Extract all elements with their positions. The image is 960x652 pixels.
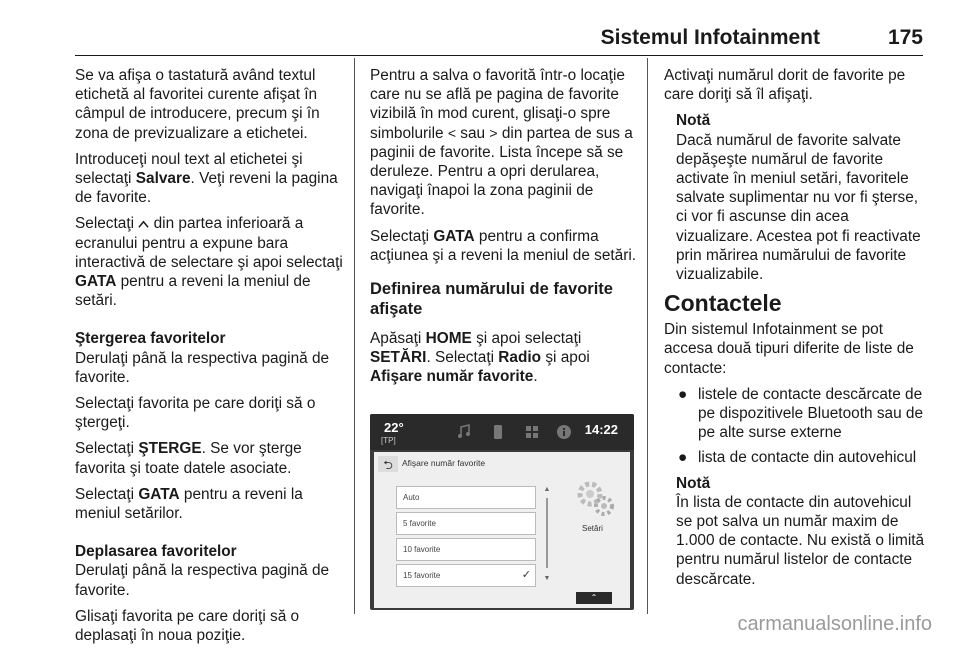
status-bar (370, 414, 634, 450)
bullet-list (664, 385, 930, 468)
back-button[interactable]: ⮌ (378, 456, 398, 472)
text: Apăsaţi (370, 330, 426, 348)
text: . (533, 368, 538, 386)
salvare-keyword: Salvare (135, 170, 191, 188)
paragraph: Din sistemul Infotainment se pot accesa două tipuri diferite de liste de contacte: (664, 321, 914, 377)
paragraph: Activaţi numărul dorit de favorite pe care doriţi să îl afişaţi. (664, 67, 906, 104)
text: . Selectaţi (426, 349, 499, 367)
paragraph (370, 66, 638, 220)
text: Selectaţi (75, 485, 139, 503)
gata-keyword: GATA (138, 485, 180, 503)
note-title: Notă (676, 474, 711, 492)
favorites-count-panel (374, 452, 630, 608)
paragraph: Selectaţi favorita pe care doriţi să o ştergeţi. (75, 395, 316, 432)
note-box (664, 474, 930, 589)
page-header (0, 0, 960, 58)
tp-indicator: [TP] (381, 436, 396, 445)
favorites-count-keyword: Afişare număr favorite (370, 368, 534, 386)
paragraph (75, 150, 345, 208)
text: din partea inferioară a ecranului pentru a expune bara interactivă de selectare şi apoi selectaţi (75, 215, 343, 271)
infotainment-screenshot (370, 414, 634, 610)
radio-keyword: Radio (498, 349, 542, 367)
note-box (664, 111, 930, 284)
paragraph (75, 485, 345, 523)
text: Selectaţi (75, 440, 139, 458)
paragraph: Derulaţi până la respectiva pagină de favorite. (75, 349, 330, 386)
home-keyword: HOME (425, 330, 472, 348)
list-item[interactable] (396, 512, 536, 535)
text: . Veţi reveni la pagina de favorite. (75, 170, 338, 207)
bullet-icon: ● (678, 385, 688, 403)
text: Selectaţi (75, 215, 139, 233)
column-3 (664, 66, 930, 595)
column-1 (75, 66, 345, 652)
phone-icon (490, 424, 506, 440)
paragraph (75, 214, 345, 310)
text: . Se vor şterge favorita şi toate datele asociate. (75, 440, 302, 477)
paragraph: Se va afişa o tastatură având textul etichetă al favoritei curente afişat în câmpul de introducere, precum şi în zona de previzualizare a etichetei. (75, 67, 320, 142)
options-list (396, 486, 536, 590)
info-circle-icon (556, 424, 572, 440)
scroll-up-arrow-icon[interactable]: ▲ (543, 486, 551, 493)
text: Introduceţi noul text al etichetei şi selectaţi (75, 150, 303, 188)
gear-icon[interactable] (574, 478, 616, 520)
music-note-icon (456, 424, 472, 440)
scrollbar[interactable] (542, 486, 552, 582)
header-title: Sistemul Infotainment (600, 26, 820, 49)
header-rule (75, 55, 923, 56)
setari-keyword: SETĂRI (370, 349, 427, 367)
checkmark-icon: ✓ (521, 569, 531, 581)
list-item[interactable] (396, 538, 536, 561)
text: Selectaţi (370, 227, 434, 245)
paragraph (75, 439, 345, 477)
list-item (664, 448, 930, 467)
list-item-label: 15 favorite (403, 571, 441, 580)
text: sau (456, 124, 490, 142)
section-heading: Definirea numărului de favorite afişate (370, 280, 613, 319)
column-2 (370, 66, 638, 394)
list-item (664, 385, 930, 443)
list-item-label: Auto (403, 493, 420, 502)
text: din partea de sus a paginii de favorite. Lista începe să se deruleze. Pentru a opri derularea, navigaţi înapoi la zona paginii de favorite. (370, 124, 633, 219)
paragraph: Glisaţi favorita pe care doriţi să o deplasaţi în noua poziţie. (75, 607, 300, 645)
temperature: 22° (384, 420, 404, 435)
text: pentru a reveni la meniul setărilor. (75, 485, 303, 523)
watermark: carmanualsonline.info (737, 613, 932, 635)
column-divider (354, 58, 355, 614)
bullet-text: lista de contacte din autovehicul (698, 449, 917, 467)
settings-label[interactable]: Setări (582, 524, 603, 533)
subheading-move: Deplasarea favoritelor (75, 543, 237, 561)
chevron-up-icon (138, 219, 149, 230)
chevron-left-icon: < (447, 124, 457, 141)
chevron-right-icon: > (489, 124, 498, 141)
column-divider (647, 58, 648, 614)
list-item-label: 5 favorite (403, 519, 436, 528)
page-number: 175 (887, 26, 923, 49)
gata-keyword: GATA (433, 227, 475, 245)
scroll-down-arrow-icon[interactable]: ▼ (543, 575, 551, 582)
text: Pentru a salva o favorită într-o locaţie care nu se află pe pagina de favorite vizibilă în mod curent, glisaţi-o spre simbolurile (370, 67, 625, 142)
note-text: Dacă numărul de favorite salvate depăşeşte numărul de favorite activate în meniul setări, favoritele salvate suplimentar nu vor fi şterse, ci vor fi ascunse din acea vizualizare. Acestea pot fi reactivate prin mărirea numărului de favorite vizualizabile. (676, 131, 921, 284)
text: şi apoi (541, 349, 590, 367)
paragraph (370, 329, 638, 387)
grid-icon (524, 424, 540, 440)
paragraph: Derulaţi până la respectiva pagină de favorite. (75, 562, 330, 599)
bullet-icon: ● (678, 449, 688, 467)
text: şi apoi selectaţi (471, 330, 582, 348)
list-item[interactable] (396, 486, 536, 509)
sterge-keyword: ŞTERGE (138, 440, 202, 458)
subheading-delete: Ştergerea favoritelor (75, 330, 226, 348)
gata-keyword: GATA (75, 273, 117, 291)
list-item-label: 10 favorite (403, 545, 441, 554)
scroll-track[interactable] (546, 498, 548, 568)
list-item-selected[interactable] (396, 564, 536, 587)
expand-up-button[interactable]: ⌃ (576, 592, 612, 604)
paragraph (370, 227, 638, 265)
clock: 14:22 (584, 422, 618, 437)
note-title: Notă (676, 112, 711, 130)
panel-title: Afişare număr favorite (402, 458, 486, 468)
section-title: Contactele (664, 290, 782, 317)
note-text: În lista de contacte din autovehicul se pot salva un număr maxim de 1.000 de contacte. Nu există o limită pentru numărul listelor de contacte descărcate. (676, 493, 925, 588)
text: pentru a confirma acţiunea şi a reveni la meniul de setări. (370, 227, 637, 264)
text: pentru a reveni la meniul de setări. (75, 273, 311, 310)
bullet-text: listele de contacte descărcate de pe dispozitivele Bluetooth sau de pe alte surse externe (698, 385, 924, 442)
